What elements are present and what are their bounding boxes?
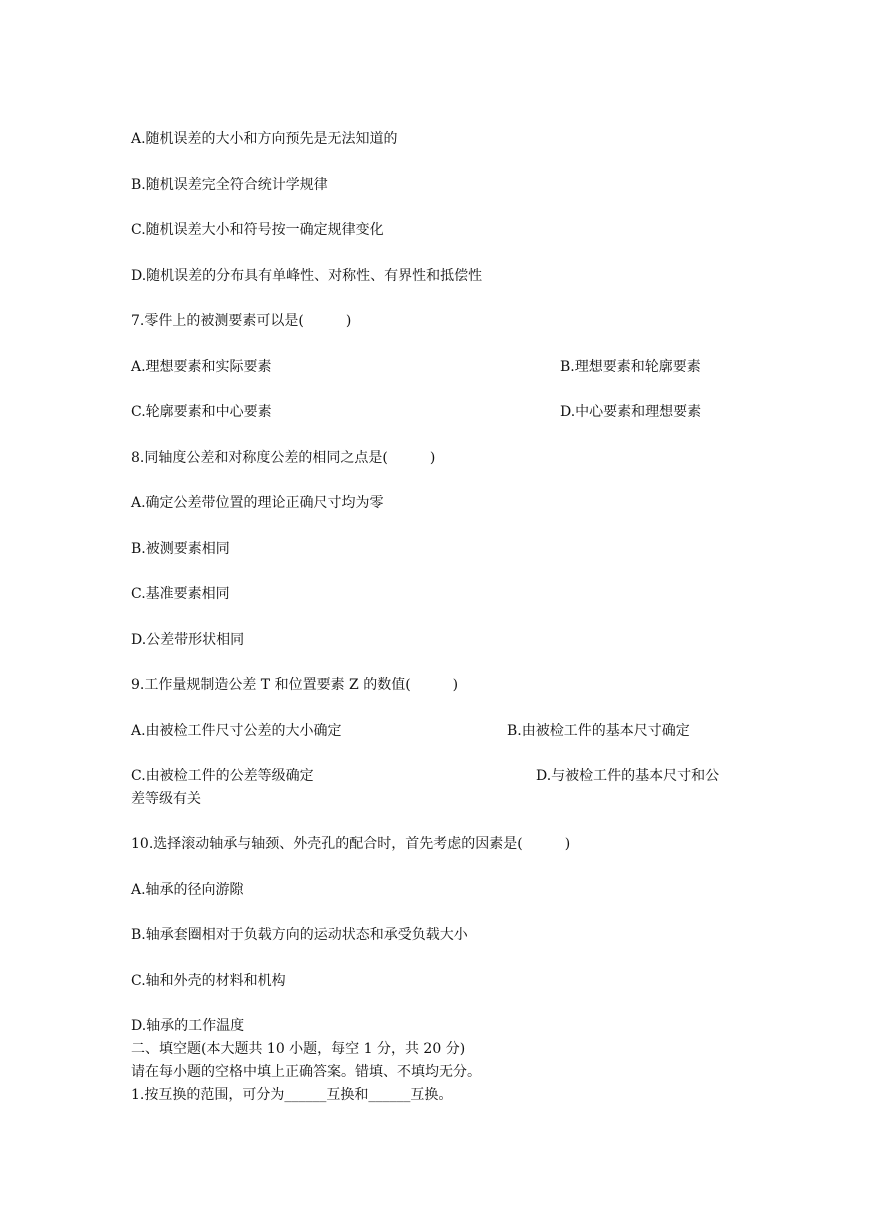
q7-option-a: A.理想要素和实际要素 bbox=[131, 359, 272, 375]
q7-stem: 7.零件上的被测要素可以是( ) bbox=[131, 313, 352, 329]
q8-option-c: C.基准要素相同 bbox=[131, 586, 230, 602]
q9-option-d-line1: D.与被检工件的基本尺寸和公 bbox=[536, 768, 720, 784]
section2-title: 二、填空题(本大题共 10 小题，每空 1 分，共 20 分) bbox=[131, 1041, 466, 1057]
q7-option-b: B.理想要素和轮廓要素 bbox=[560, 359, 701, 375]
q9-option-a: A.由被检工件尺寸公差的大小确定 bbox=[131, 723, 342, 739]
q7-option-c: C.轮廓要素和中心要素 bbox=[131, 404, 272, 420]
q6-option-d: D.随机误差的分布具有单峰性、对称性、有界性和抵偿性 bbox=[131, 268, 483, 284]
q8-stem: 8.同轴度公差和对称度公差的相同之点是( ) bbox=[131, 450, 436, 466]
q8-option-a: A.确定公差带位置的理论正确尺寸均为零 bbox=[131, 495, 384, 511]
section2-instruction: 请在每小题的空格中填上正确答案。错填、不填均无分。 bbox=[131, 1064, 481, 1080]
q6-option-b: B.随机误差完全符合统计学规律 bbox=[131, 177, 328, 193]
q7-option-d: D.中心要素和理想要素 bbox=[560, 404, 702, 420]
q9-option-d-line2: 差等级有关 bbox=[131, 791, 201, 807]
q9-option-c: C.由被检工件的公差等级确定 bbox=[131, 768, 314, 784]
q9-stem: 9.工作量规制造公差 T 和位置要素 Z 的数值( ) bbox=[131, 677, 459, 693]
q10-option-d: D.轴承的工作温度 bbox=[131, 1018, 245, 1034]
q8-option-b: B.被测要素相同 bbox=[131, 541, 230, 557]
q6-option-a: A.随机误差的大小和方向预先是无法知道的 bbox=[131, 131, 398, 147]
q8-option-d: D.公差带形状相同 bbox=[131, 632, 245, 648]
q10-stem: 10.选择滚动轴承与轴颈、外壳孔的配合时，首先考虑的因素是( ) bbox=[131, 836, 571, 852]
q10-option-a: A.轴承的径向游隙 bbox=[131, 882, 244, 898]
section2-q1: 1.按互换的范围，可分为______互换和______互换。 bbox=[131, 1087, 453, 1103]
q10-option-c: C.轴和外壳的材料和机构 bbox=[131, 973, 286, 989]
q9-option-b: B.由被检工件的基本尺寸确定 bbox=[507, 723, 690, 739]
q6-option-c: C.随机误差大小和符号按一确定规律变化 bbox=[131, 222, 384, 238]
q10-option-b: B.轴承套圈相对于负载方向的运动状态和承受负载大小 bbox=[131, 927, 468, 943]
